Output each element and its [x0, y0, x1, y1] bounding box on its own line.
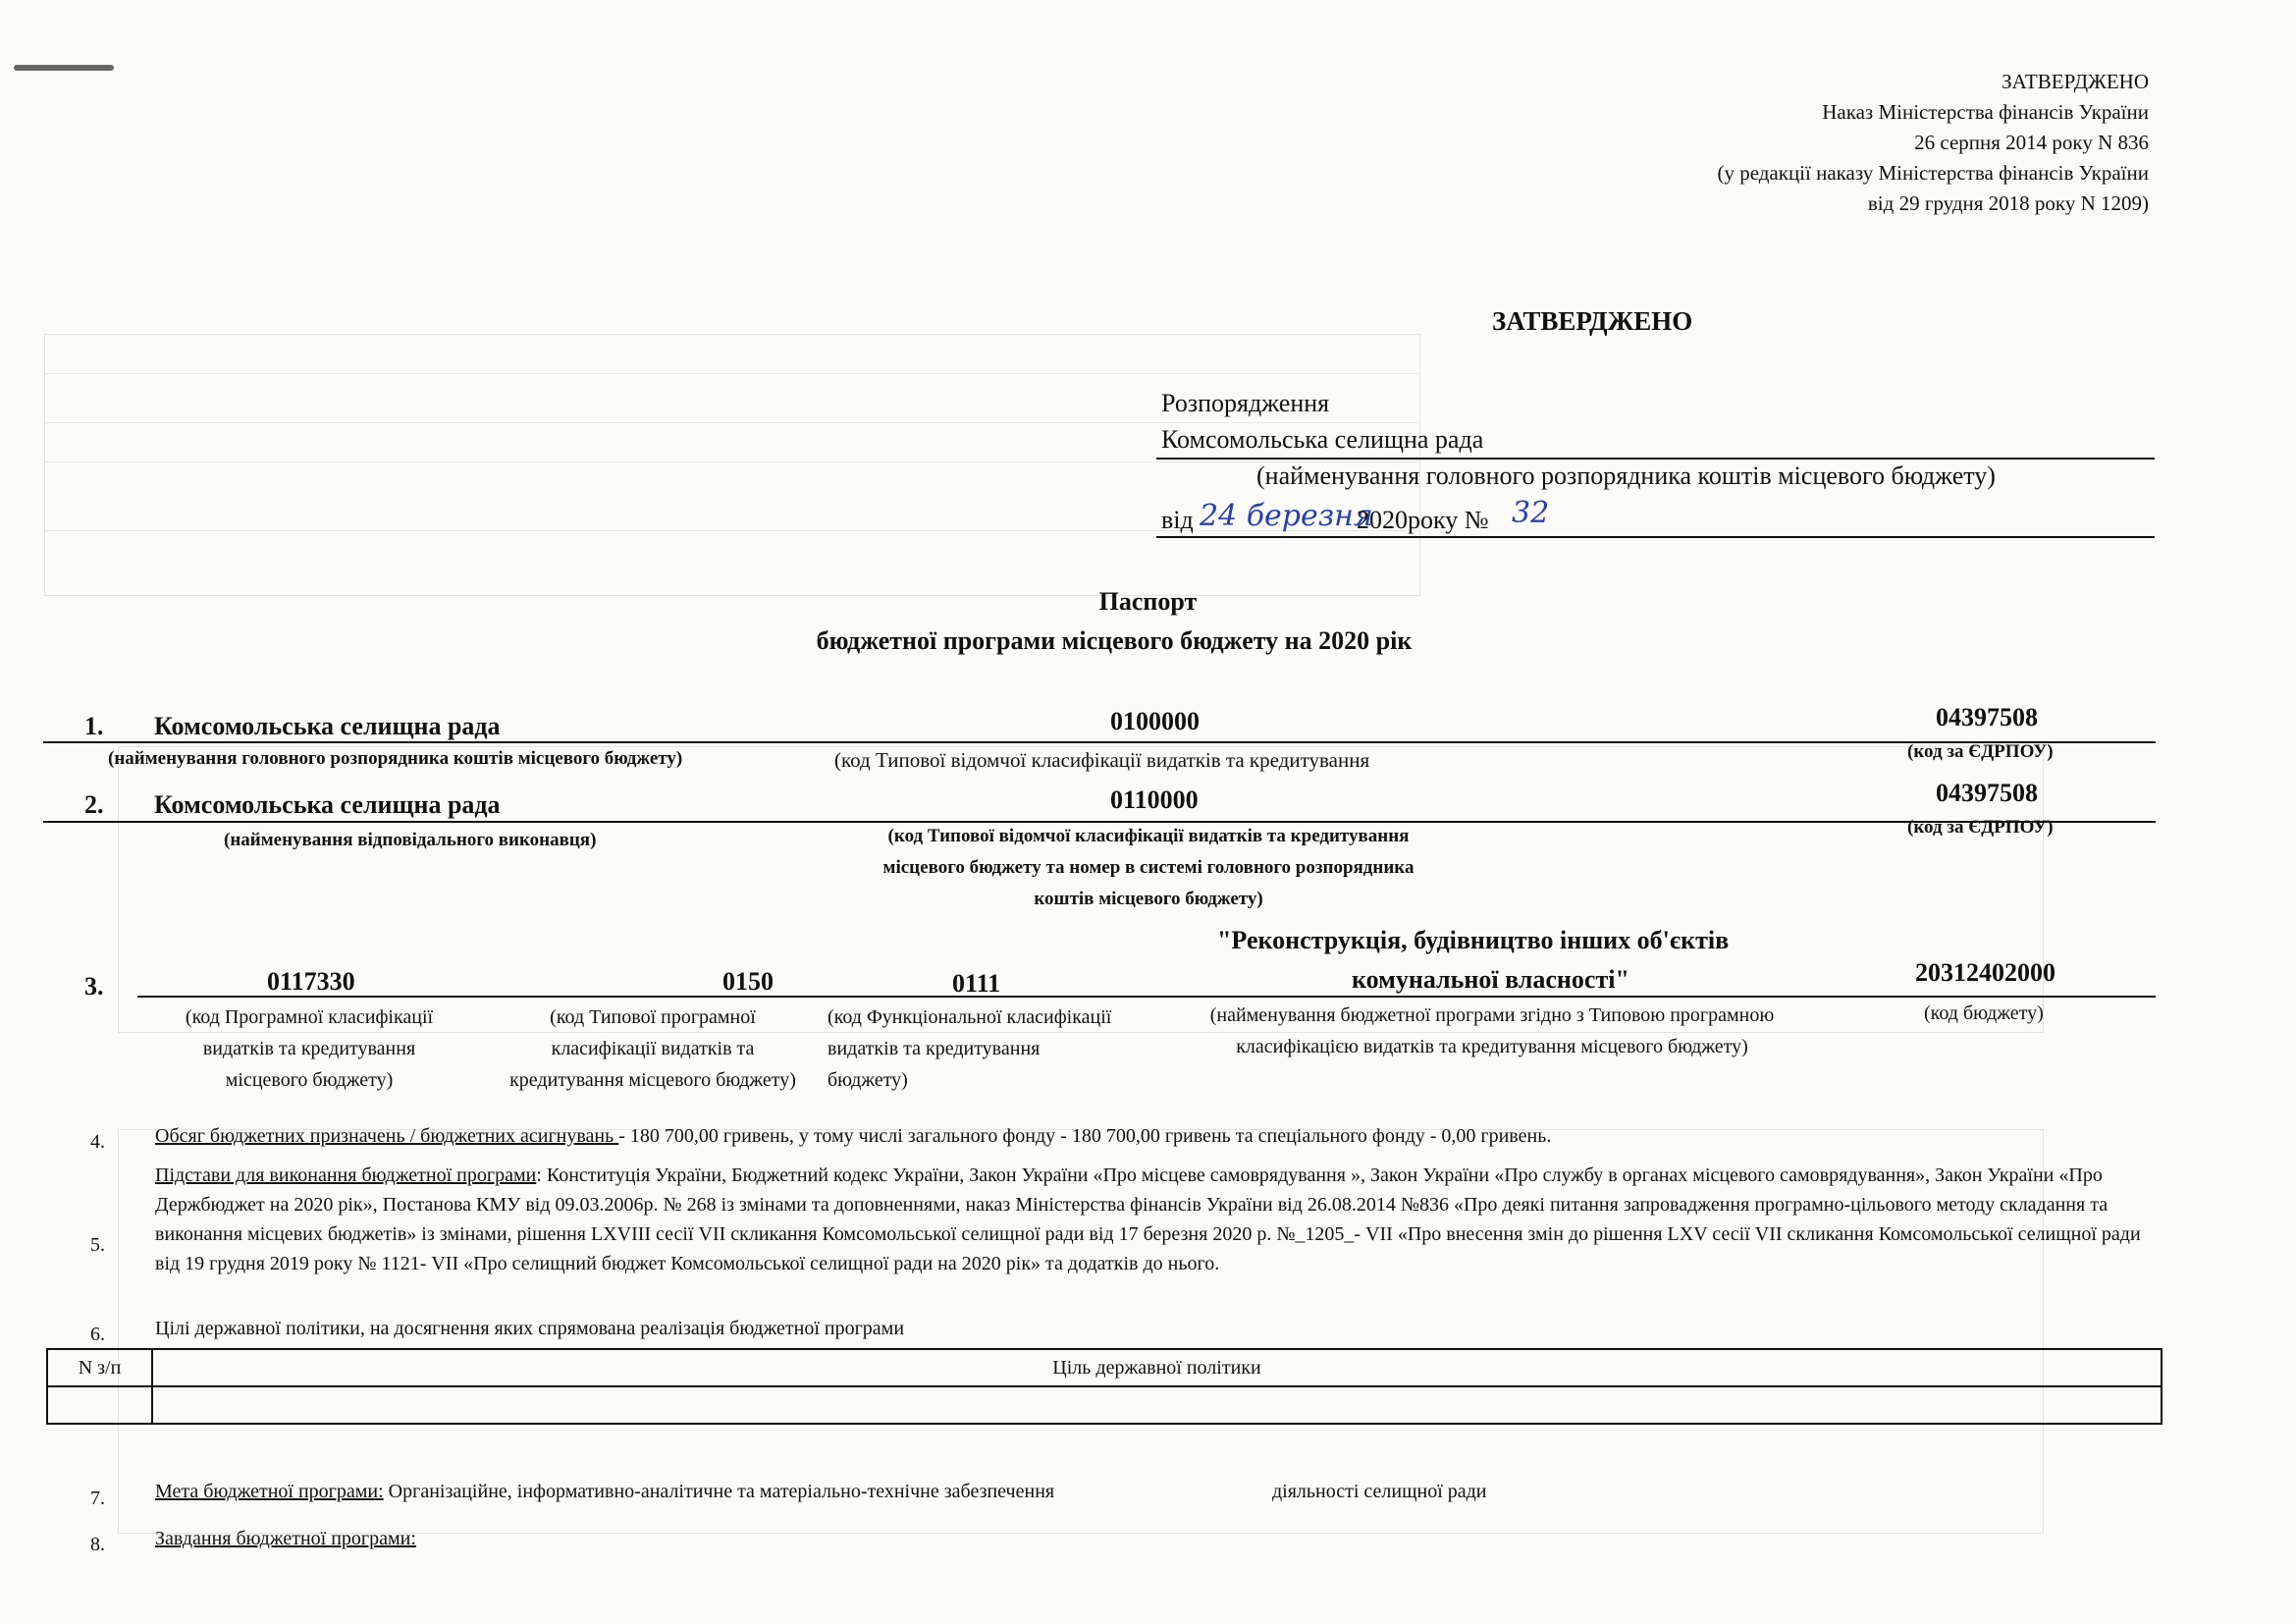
row3-underline	[137, 996, 2156, 998]
row3-caption-typical-code-line1: (код Типової програмної	[550, 1006, 756, 1028]
handwritten-number: 32	[1512, 496, 1550, 530]
row3-caption-program-code-line1: (код Програмної класифікації	[185, 1006, 434, 1028]
row3-caption-typical-code	[486, 1001, 820, 1096]
table-cell	[47, 1386, 152, 1424]
row3-caption-functional-code	[828, 1001, 1111, 1096]
table-header-row	[47, 1349, 2162, 1386]
organization-name: Комсомольська селищна рада	[1161, 425, 1484, 454]
top-approval-line4: від 29 грудня 2018 року N 1209)	[1867, 191, 2149, 215]
row3-caption-budget-code: (код бюджету)	[1924, 1002, 2044, 1024]
row3-caption-typical-code-line2: класифікації видатків та	[551, 1038, 755, 1059]
item6-text: Цілі державної політики, на досягнення яких спрямована реалізація бюджетної програми	[155, 1318, 905, 1339]
row2-number: 2.	[84, 790, 104, 819]
item5-number: 5.	[90, 1234, 105, 1256]
row3-caption-functional-code-line3: бюджету)	[828, 1069, 908, 1091]
row3-caption-program-code	[147, 1001, 471, 1096]
header-number: N з/п	[47, 1349, 152, 1386]
organization-caption: (найменування головного розпорядника коштів місцевого бюджету)	[1256, 461, 1996, 490]
approval-date-underline	[1156, 536, 2155, 538]
row3-program-code: 0117330	[267, 967, 355, 996]
bleed-through-line	[44, 373, 1418, 374]
main-approval-title: ЗАТВЕРДЖЕНО	[1492, 306, 1693, 336]
row3-budget-code: 20312402000	[1915, 958, 2056, 987]
row2-code-caption-line3: коштів місцевого бюджету)	[1034, 889, 1263, 909]
item8-number: 8.	[90, 1534, 105, 1555]
approval-date-suffix: 2020року №	[1357, 506, 1489, 534]
bleed-through-line	[44, 461, 1418, 462]
row2-edrpou-caption: (код за ЄДРПОУ)	[1907, 817, 2054, 838]
row3-program-name-line2: комунальної власності"	[1352, 965, 1629, 994]
row3-caption-program-name-line1: (найменування бюджетної програми згідно з Типовою програмною	[1209, 1004, 1775, 1026]
row2-org-name: Комсомольська селищна рада	[154, 790, 501, 819]
item4-number: 4.	[90, 1131, 105, 1153]
top-approval-block	[1717, 67, 2149, 219]
staple-mark	[14, 65, 114, 71]
header-goal: Ціль державної політики	[152, 1349, 2162, 1386]
item7-label: Мета бюджетної програми:	[155, 1481, 384, 1502]
row2-name-caption: (найменування відповідального виконавця)	[224, 830, 597, 850]
row3-caption-functional-code-line2: видатків та кредитування	[828, 1038, 1041, 1059]
item5-text: : Конституція України, Бюджетний кодекс України, Закон України «Про місцеве самоврядування », Закон України «Про службу в органах місцевого самоврядування», Закон України «Про Держбюджет на 2020 рік», Постанова КМУ від 09.03.2006р. № 268 із змінами та доповненнями, наказ Міністерства фінансів України від 26.08.2014 №836 «Про деякі питання запровадження програмно-цільового методу складання та виконання місцевих бюджетів» із змінами, рішення LXVIII сесії VII скликання Комсомольської селищної ради від 17 березня 2020 р. №_1205_- VII «Про внесення змін до рішення LXV сесії VII скликання Комсомольської селищної ради від 19 грудня 2019 року № 1121- VII «Про селищний бюджет Комсомольської селищної ради на 2020 рік» та додатків до нього.	[155, 1164, 2141, 1274]
row1-dept-code: 0100000	[1110, 707, 1200, 735]
row3-caption-functional-code-line1: (код Функціональної класифікації	[828, 1006, 1112, 1028]
row3-caption-typical-code-line3: кредитування місцевого бюджету)	[509, 1069, 796, 1091]
row1-org-name: Комсомольська селищна рада	[154, 712, 501, 740]
row2-code-caption	[834, 821, 1463, 915]
top-approval-line2: 26 серпня 2014 року N 836	[1914, 131, 2149, 154]
top-approval-line3: (у редакції наказу Міністерства фінансів України	[1717, 161, 2149, 185]
policy-goals-table	[46, 1348, 2163, 1425]
passport-title: Паспорт	[1098, 587, 1198, 616]
row1-edrpou: 04397508	[1936, 703, 2038, 731]
row1-edrpou-caption: (код за ЄДРПОУ)	[1907, 741, 2054, 762]
passport-subtitle: бюджетної програми місцевого бюджету на 2020 рік	[816, 626, 1413, 655]
row1-code-caption: (код Типової відомчої класифікації видатків та кредитування	[834, 748, 1370, 772]
row3-number: 3.	[84, 972, 104, 1001]
bleed-through-line	[44, 422, 1418, 423]
item8-label: Завдання бюджетної програми:	[155, 1528, 416, 1549]
row3-program-name-line1: "Реконструкція, будівництво інших об'єктів	[1217, 926, 1730, 954]
item4-text: - 180 700,00 гривень, у тому числі загального фонду - 180 700,00 гривень та спеціального фонду - 0,00 гривень.	[618, 1125, 1552, 1147]
table-row	[47, 1386, 2162, 1424]
top-approval-title: ЗАТВЕРДЖЕНО	[2002, 70, 2149, 93]
row2-code-caption-line1: (код Типової відомчої класифікації видатків та кредитування	[887, 826, 1410, 846]
approval-date-prefix: від	[1161, 506, 1194, 534]
top-approval-line1: Наказ Міністерства фінансів України	[1822, 100, 2149, 124]
row1-number: 1.	[84, 712, 104, 740]
item4-label: Обсяг бюджетних призначень / бюджетних асигнувань	[155, 1125, 619, 1147]
row2-code-caption-line2: місцевого бюджету та номер в системі головного розпорядника	[882, 857, 1415, 878]
item5-label: Підстави для виконання бюджетної програми	[155, 1164, 537, 1186]
item7-line	[155, 1481, 1054, 1503]
row3-caption-program-code-line2: видатків та кредитування	[202, 1038, 416, 1059]
organization-underline	[1156, 458, 2155, 460]
item7-text: Організаційне, інформативно-аналітичне та матеріально-технічне забезпечення	[383, 1481, 1055, 1502]
order-type: Розпорядження	[1161, 389, 1330, 417]
item5-paragraph	[155, 1161, 2167, 1278]
table-cell	[152, 1386, 2162, 1424]
item7-text-tail: діяльності селищної ради	[1272, 1481, 1487, 1502]
row3-caption-program-name-line2: класифікацією видатків та кредитування місцевого бюджету)	[1236, 1036, 1748, 1057]
item6-number: 6.	[90, 1324, 105, 1345]
row1-name-caption: (найменування головного розпорядника коштів місцевого бюджету)	[108, 748, 683, 769]
row2-dept-code: 0110000	[1110, 785, 1199, 814]
item7-number: 7.	[90, 1488, 105, 1509]
handwritten-date: 24 березня	[1200, 499, 1373, 533]
row3-functional-code: 0111	[952, 969, 1001, 998]
row3-caption-program-code-line3: місцевого бюджету)	[225, 1069, 394, 1091]
row3-typical-code: 0150	[722, 967, 774, 996]
row3-caption-program-name	[1158, 1000, 1826, 1062]
row2-edrpou: 04397508	[1936, 779, 2038, 807]
item4-line	[155, 1125, 1551, 1148]
